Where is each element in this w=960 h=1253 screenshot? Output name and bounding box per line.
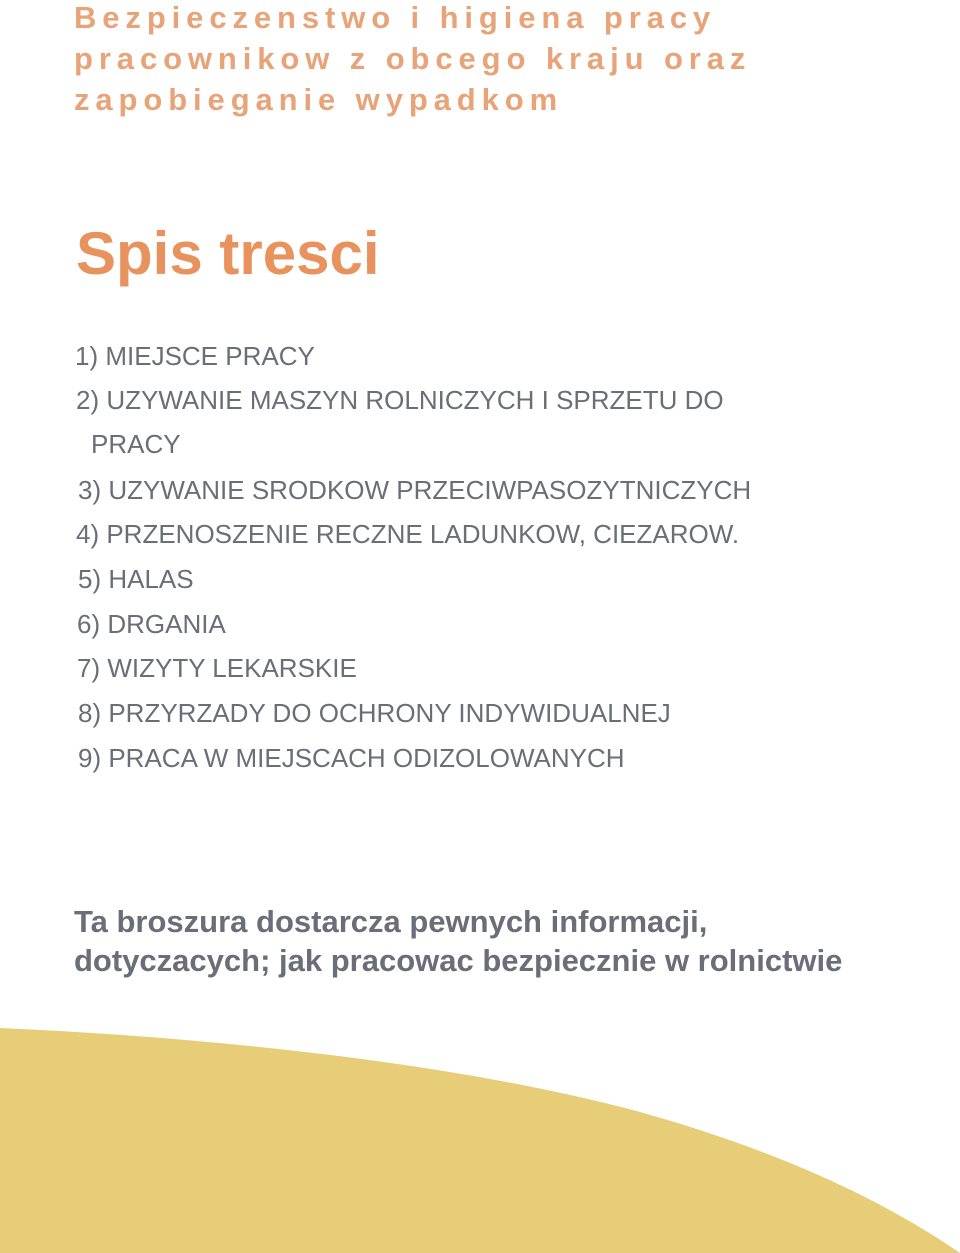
document-title-line-2: pracownikow z obcego kraju oraz <box>74 41 752 76</box>
table-of-contents-heading: Spis tresci <box>76 220 380 287</box>
toc-item-5: 5) HALAS <box>78 564 194 594</box>
document-title-line-3: zapobieganie wypadkom <box>74 82 564 117</box>
toc-item-1: 1) MIEJSCE PRACY <box>75 341 315 371</box>
toc-item-2: 2) UZYWANIE MASZYN ROLNICZYCH I SPRZETU DO <box>76 385 724 415</box>
toc-item-8: 8) PRZYRZADY DO OCHRONY INDYWIDUALNEJ <box>78 698 671 728</box>
intro-line-2: dotyczacych; jak pracowac bezpiecznie w rolnictwie <box>74 943 843 978</box>
toc-item-4: 4) PRZENOSZENIE RECZNE LADUNKOW, CIEZAROW. <box>76 519 740 549</box>
intro-line-1: Ta broszura dostarcza pewnych informacji, <box>74 904 708 939</box>
toc-item-9: 9) PRACA W MIEJSCACH ODIZOLOWANYCH <box>78 743 625 773</box>
toc-item-2-continued: PRACY <box>91 429 181 459</box>
document-title-line-1: Bezpieczenstwo i higiena pracy <box>74 0 717 35</box>
toc-item-3: 3) UZYWANIE SRODKOW PRZECIWPASOZYTNICZYCH <box>78 475 752 505</box>
toc-item-6: 6) DRGANIA <box>77 609 226 639</box>
toc-item-7: 7) WIZYTY LEKARSKIE <box>77 653 357 683</box>
